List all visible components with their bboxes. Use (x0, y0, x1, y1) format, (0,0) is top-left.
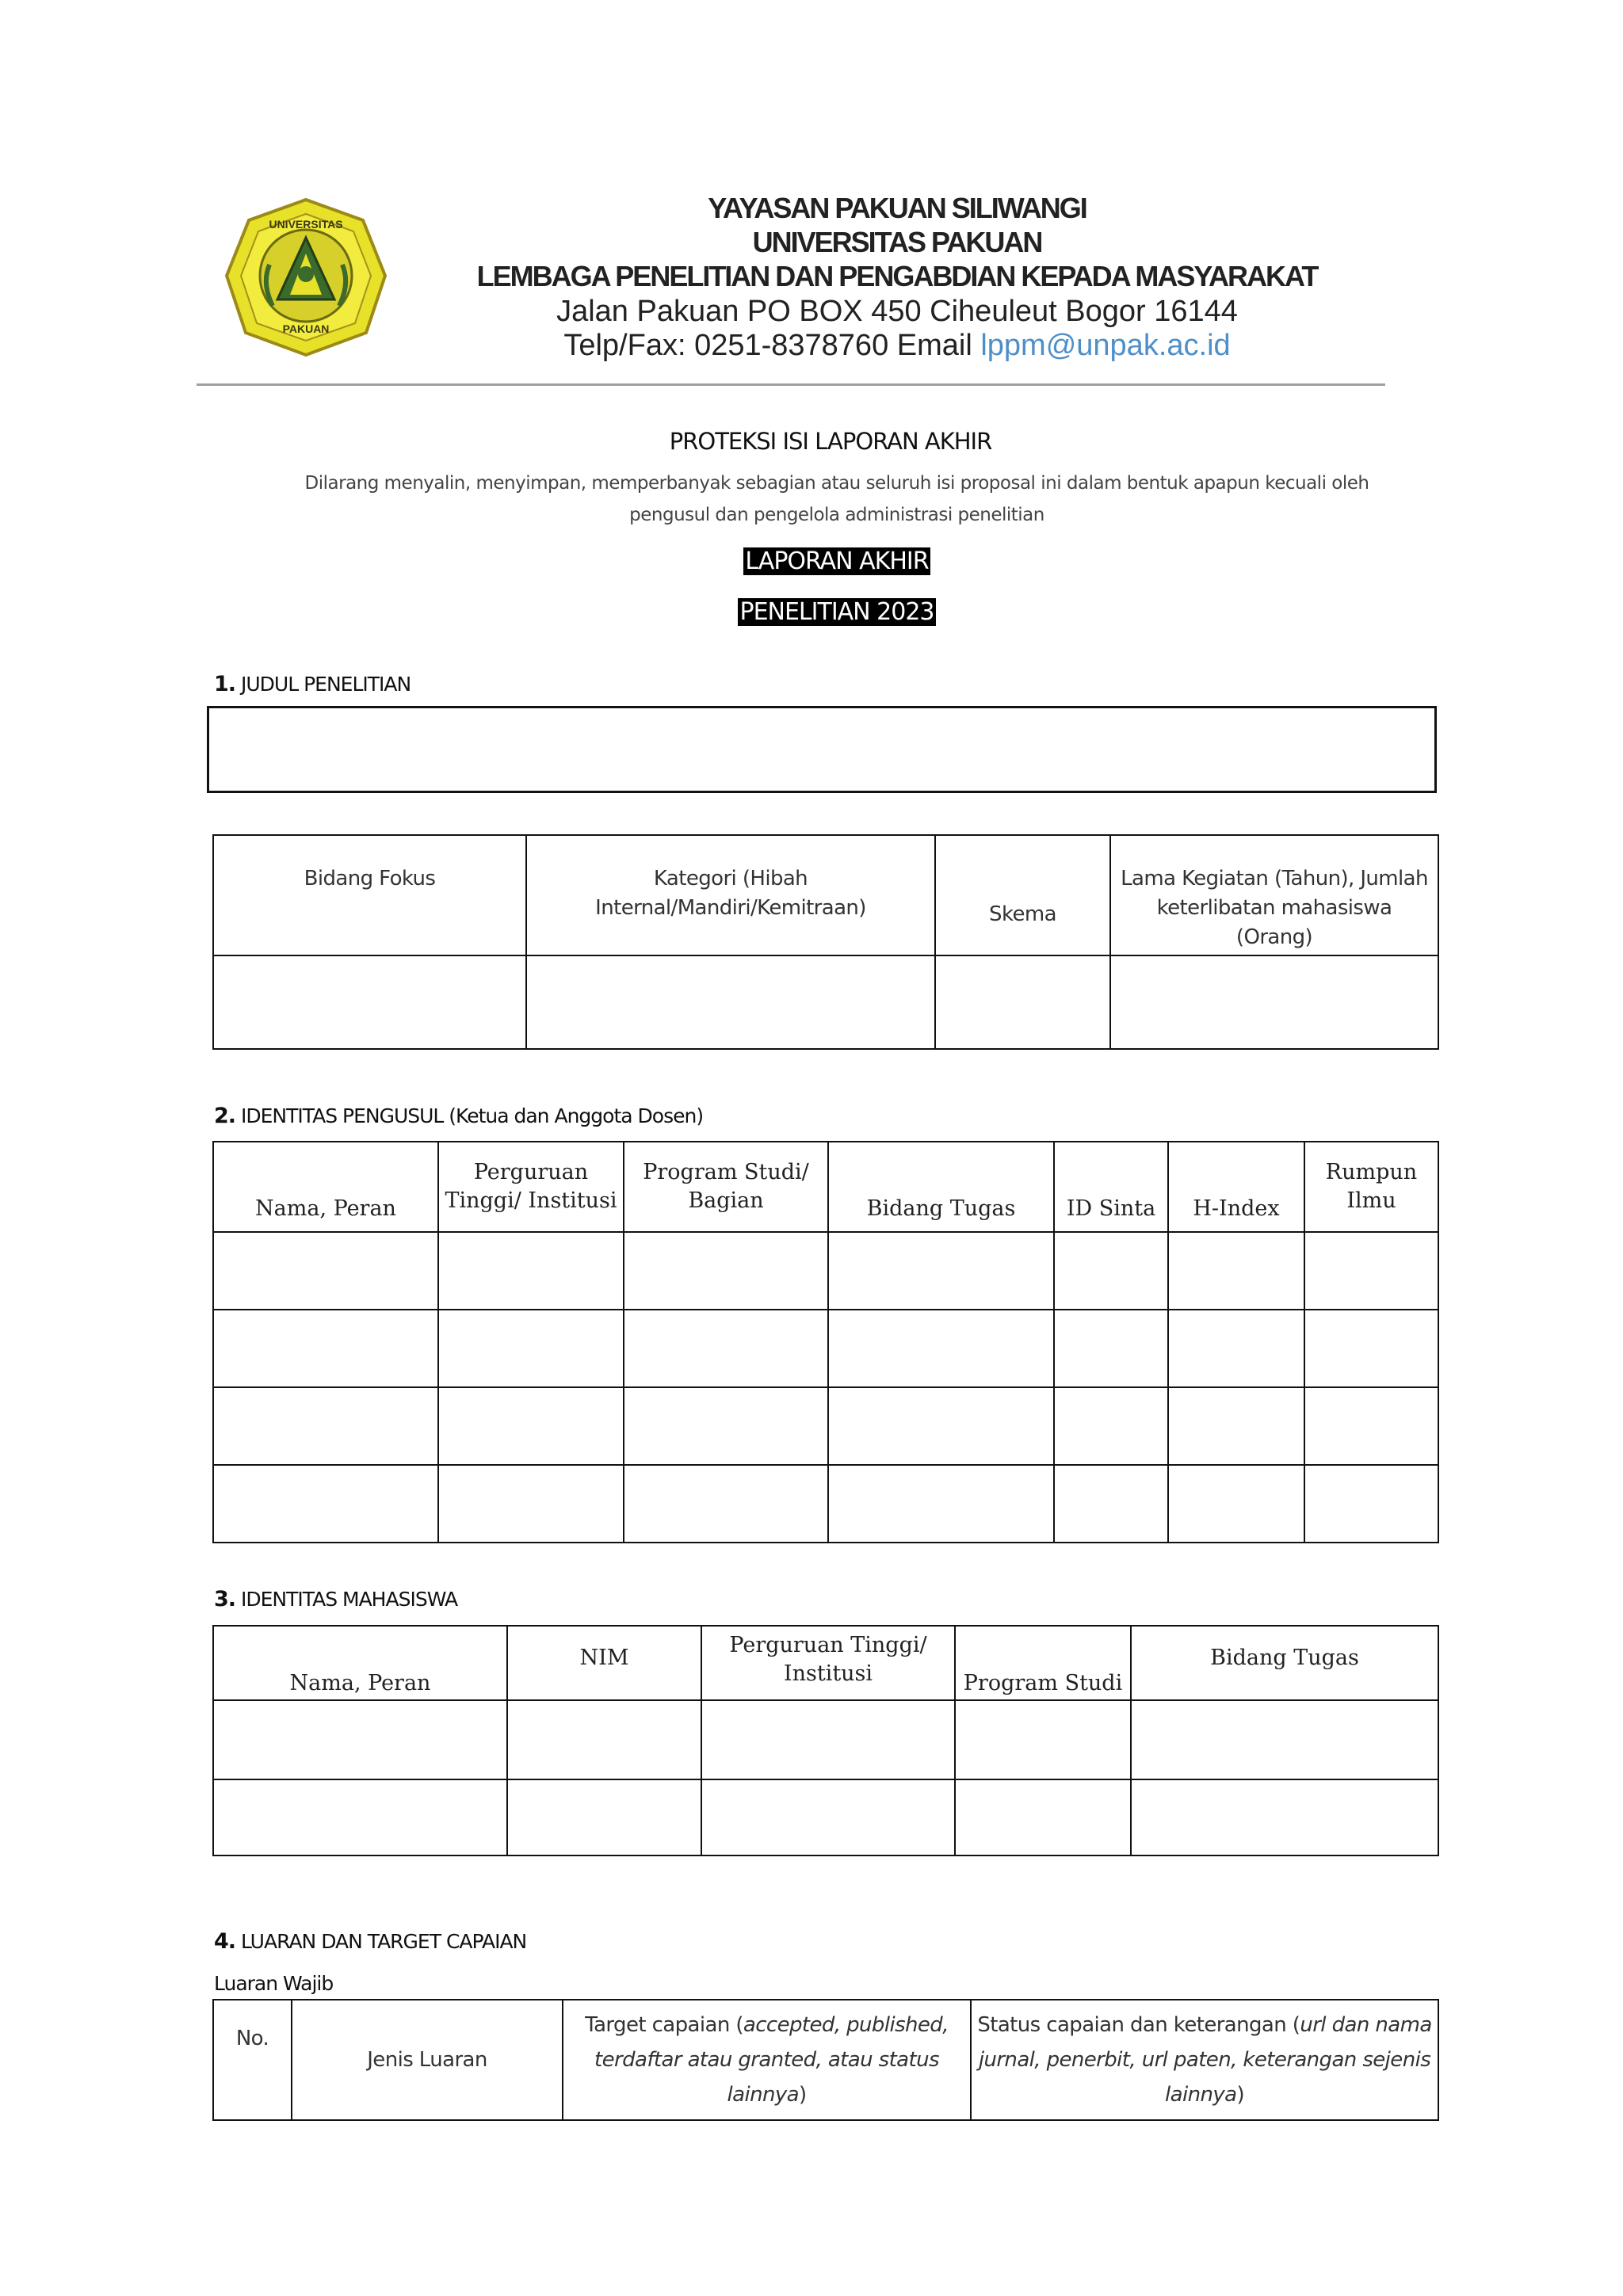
header-no: No. (213, 2000, 292, 2120)
input-cell[interactable] (935, 955, 1110, 1049)
header-target-capaian: Target capaian (accepted, published, terdaftar atau granted, atau status lainnya) (563, 2000, 971, 2120)
output-target-table (212, 1999, 1439, 2121)
input-cell[interactable] (438, 1232, 624, 1310)
input-cell[interactable] (828, 1310, 1054, 1387)
address: Jalan Pakuan PO BOX 450 Ciheuleut Bogor 16144 (556, 295, 1238, 328)
header-h-index: H-Index (1168, 1142, 1304, 1232)
table-row (213, 1779, 1438, 1855)
svg-text:UNIVERSITAS: UNIVERSITAS (269, 218, 343, 231)
section-3-heading: 3. IDENTITAS MAHASISWA (214, 1587, 458, 1611)
header-jenis-luaran: Jenis Luaran (292, 2000, 563, 2120)
table-row (213, 955, 1438, 1049)
research-title-box[interactable] (207, 706, 1437, 793)
input-cell[interactable] (213, 1310, 438, 1387)
header-id-sinta: ID Sinta (1054, 1142, 1168, 1232)
header-nim: NIM (507, 1626, 701, 1700)
input-cell[interactable] (1168, 1310, 1304, 1387)
input-cell[interactable] (438, 1465, 624, 1543)
input-cell[interactable] (624, 1232, 828, 1310)
header-status-capaian: Status capaian dan keterangan (url dan nama jurnal, penerbit, url paten, keterangan sejenis lainnya) (971, 2000, 1438, 2120)
table-header-row (213, 1626, 1438, 1700)
input-cell[interactable] (1054, 1232, 1168, 1310)
header-nama-peran: Nama, Peran (213, 1626, 507, 1700)
institute-name: LEMBAGA PENELITIAN DAN PENGABDIAN KEPADA MASYARAKAT (476, 260, 1318, 292)
protection-disclaimer: Dilarang menyalin, menyimpan, memperbanyak sebagian atau seluruh isi proposal ini dalam bentuk apapun kecuali oleh pengusul dan pengelola administrasi penelitian (304, 473, 1369, 525)
header-bidang-tugas: Bidang Tugas (828, 1142, 1054, 1232)
research-badge: PENELITIAN 2023 (739, 598, 934, 626)
input-cell[interactable] (1168, 1465, 1304, 1543)
input-cell[interactable] (213, 1700, 507, 1779)
svg-text:PAKUAN: PAKUAN (282, 322, 330, 335)
header-rumpun-ilmu: Rumpun Ilmu (1304, 1142, 1438, 1232)
input-cell[interactable] (701, 1700, 955, 1779)
section-4-subtitle: Luaran Wajib (214, 1972, 334, 1995)
table-row (213, 1310, 1438, 1387)
input-cell[interactable] (213, 1779, 507, 1855)
input-cell[interactable] (526, 955, 935, 1049)
input-cell[interactable] (624, 1465, 828, 1543)
header-perguruan-tinggi: Perguruan Tinggi/ Institusi (701, 1626, 955, 1700)
contact-line (412, 329, 1382, 363)
section-4-heading: 4. LUARAN DAN TARGET CAPAIAN (214, 1929, 527, 1954)
input-cell[interactable] (1168, 1387, 1304, 1465)
table-row (213, 1387, 1438, 1465)
input-cell[interactable] (213, 1387, 438, 1465)
proposer-identity-table (212, 1141, 1439, 1543)
university-name: UNIVERSITAS PAKUAN (752, 226, 1042, 258)
university-logo (223, 196, 388, 359)
input-cell[interactable] (1054, 1465, 1168, 1543)
header-divider (197, 383, 1385, 386)
input-cell[interactable] (507, 1700, 701, 1779)
table-header-row (213, 2000, 1438, 2120)
input-cell[interactable] (213, 1232, 438, 1310)
header-bidang-tugas: Bidang Tugas (1131, 1626, 1438, 1700)
section-1-heading: 1. JUDUL PENELITIAN (214, 672, 411, 696)
contact-text: Telp/Fax: 0251-8378760 Email (563, 329, 981, 362)
input-cell[interactable] (1304, 1387, 1438, 1465)
input-cell[interactable] (213, 1465, 438, 1543)
input-cell[interactable] (955, 1779, 1131, 1855)
header-skema: Skema (935, 835, 1110, 955)
research-info-table (212, 834, 1439, 1050)
input-cell[interactable] (624, 1310, 828, 1387)
input-cell[interactable] (1054, 1310, 1168, 1387)
student-identity-table (212, 1625, 1439, 1856)
table-row (213, 1232, 1438, 1310)
input-cell[interactable] (701, 1779, 955, 1855)
input-cell[interactable] (507, 1779, 701, 1855)
input-cell[interactable] (1110, 955, 1438, 1049)
table-row (213, 1700, 1438, 1779)
header-bidang-fokus: Bidang Fokus (213, 835, 526, 955)
input-cell[interactable] (438, 1310, 624, 1387)
input-cell[interactable] (1304, 1465, 1438, 1543)
input-cell[interactable] (1131, 1779, 1438, 1855)
report-badge: LAPORAN AKHIR (745, 547, 929, 575)
input-cell[interactable] (624, 1387, 828, 1465)
input-cell[interactable] (1304, 1232, 1438, 1310)
header-nama-peran: Nama, Peran (213, 1142, 438, 1232)
input-cell[interactable] (1131, 1700, 1438, 1779)
table-row (213, 1465, 1438, 1543)
email-link[interactable]: lppm@unpak.ac.id (980, 329, 1231, 362)
table-header-row (213, 1142, 1438, 1232)
table-header-row (213, 835, 1438, 955)
input-cell[interactable] (438, 1387, 624, 1465)
protection-title: PROTEKSI ISI LAPORAN AKHIR (669, 428, 992, 455)
header-program-studi: Program Studi (955, 1626, 1131, 1700)
input-cell[interactable] (1054, 1387, 1168, 1465)
report-badge-row (0, 543, 1623, 580)
section-2-heading: 2. IDENTITAS PENGUSUL (Ketua dan Anggota Dosen) (214, 1104, 704, 1128)
input-cell[interactable] (828, 1387, 1054, 1465)
input-cell[interactable] (1304, 1310, 1438, 1387)
input-cell[interactable] (955, 1700, 1131, 1779)
research-badge-row (0, 594, 1623, 631)
foundation-name: YAYASAN PAKUAN SILIWANGI (708, 192, 1086, 224)
input-cell[interactable] (828, 1465, 1054, 1543)
header-program-studi: Program Studi/ Bagian (624, 1142, 828, 1232)
header-kategori: Kategori (Hibah Internal/Mandiri/Kemitraan) (526, 835, 935, 955)
header-lama-kegiatan: Lama Kegiatan (Tahun), Jumlah keterlibatan mahasiswa (Orang) (1110, 835, 1438, 955)
header-perguruan-tinggi: Perguruan Tinggi/ Institusi (438, 1142, 624, 1232)
input-cell[interactable] (213, 955, 526, 1049)
input-cell[interactable] (828, 1232, 1054, 1310)
input-cell[interactable] (1168, 1232, 1304, 1310)
